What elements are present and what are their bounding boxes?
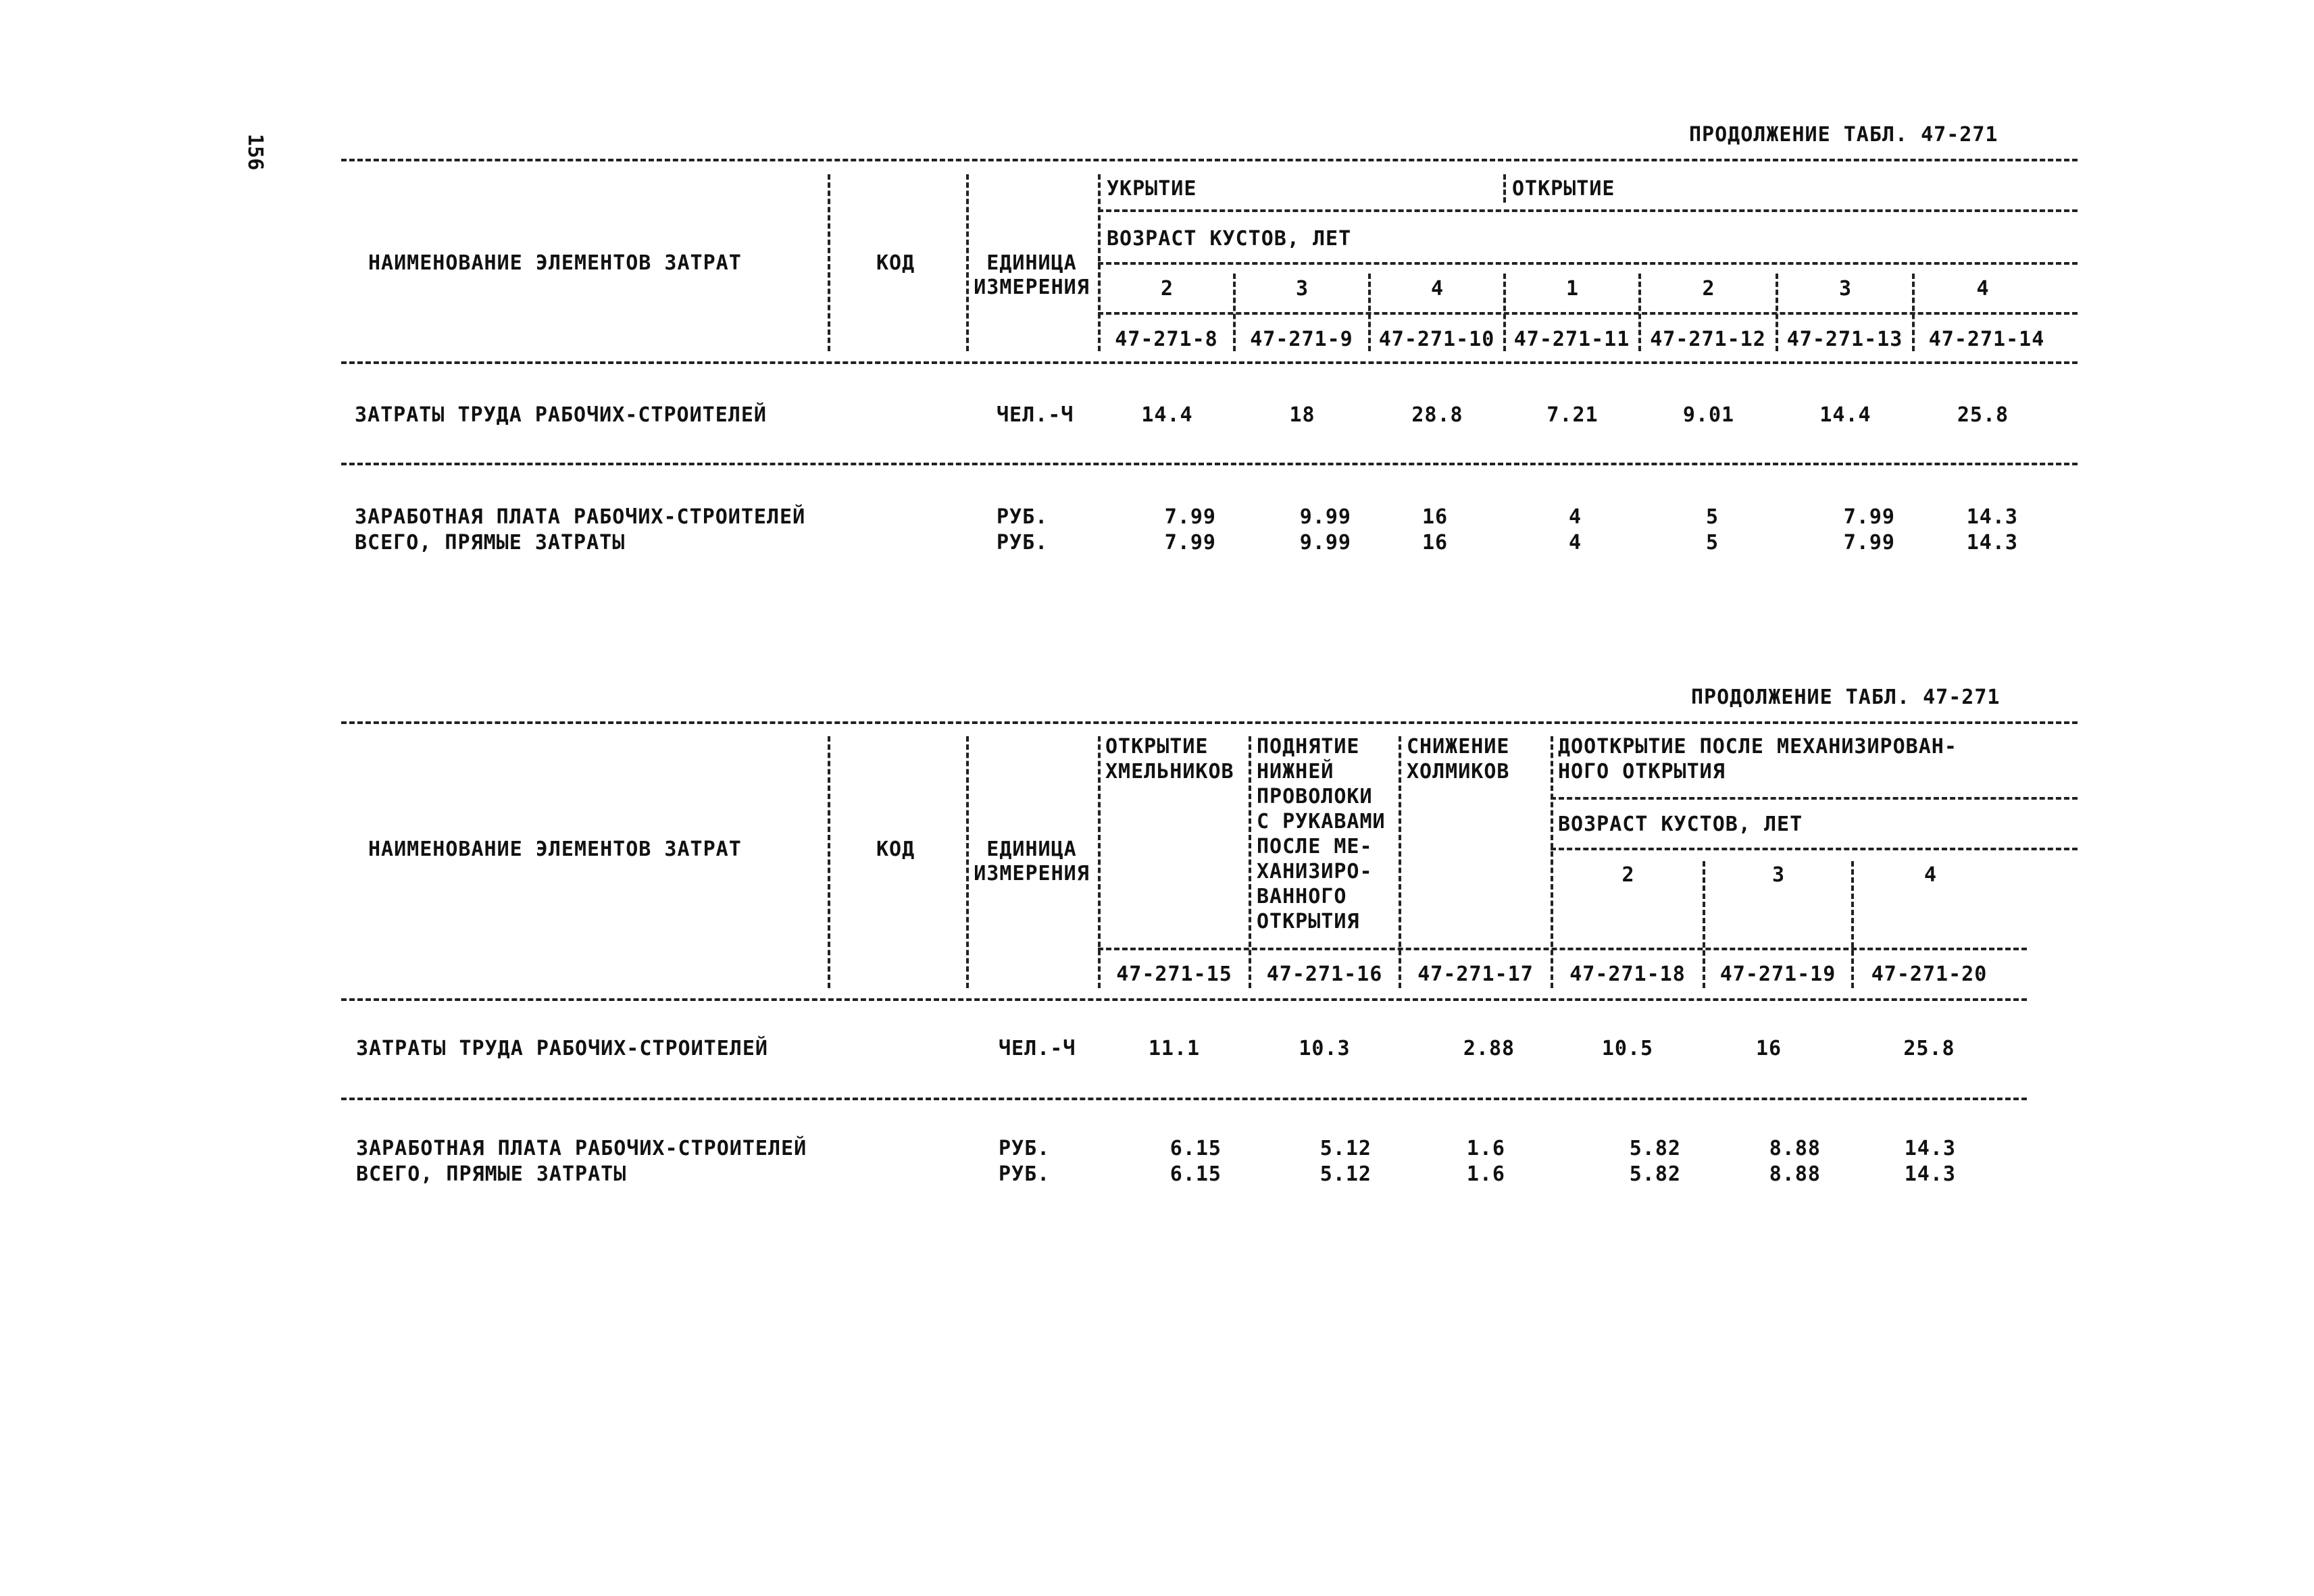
- value-cell: 9.01: [1682, 403, 1735, 427]
- header-subheader: ВОЗРАСТ КУСТОВ, ЛЕТ: [1558, 813, 1803, 836]
- header-name-col: НАИМЕНОВАНИЕ ЭЛЕМЕНТОВ ЗАТРАТ: [368, 838, 742, 861]
- age-cell: 3: [1771, 863, 1786, 887]
- code-cell: 47-271-10: [1378, 328, 1495, 351]
- code-cell: 47-271-18: [1569, 962, 1686, 986]
- row-name: ВСЕГО, ПРЯМЫЕ ЗАТРАТЫ: [355, 531, 626, 555]
- value-cell: 5: [1706, 505, 1719, 529]
- header-col-raise-wire: ОТКРЫТИЯ: [1257, 910, 1360, 933]
- age-cell: 2: [1621, 863, 1635, 887]
- header-col-raise-wire: ПОСЛЕ МЕ-: [1257, 835, 1373, 858]
- rule: [1098, 209, 2078, 212]
- code-cell: 47-271-16: [1266, 962, 1383, 986]
- value-cell: 1.6: [1466, 1162, 1505, 1186]
- rule: [828, 174, 830, 351]
- header-unit-col: ИЗМЕРЕНИЯ: [974, 862, 1090, 885]
- value-cell: 14.3: [1904, 1137, 1956, 1160]
- value-cell: 18: [1289, 403, 1315, 427]
- value-cell: 25.8: [1957, 403, 2009, 427]
- header-code-col: КОД: [876, 838, 915, 861]
- value-cell: 14.3: [1966, 531, 2018, 555]
- value-cell: 1.6: [1466, 1137, 1505, 1160]
- age-cell: 1: [1565, 277, 1580, 301]
- code-cell: 47-271-15: [1116, 962, 1232, 986]
- rule: [1098, 262, 2078, 265]
- header-col-lower-mounds: СНИЖЕНИЕ: [1407, 735, 1510, 758]
- code-cell: 47-271-14: [1928, 328, 2045, 351]
- rule: [1551, 848, 2078, 850]
- header-col-raise-wire: ПОДНЯТИЕ: [1257, 735, 1360, 758]
- header-group-cover: УКРЫТИЕ: [1107, 177, 1197, 201]
- rule: [1098, 948, 2027, 950]
- rule: [1551, 736, 1553, 988]
- header-col-raise-wire: С РУКАВАМИ: [1257, 810, 1386, 833]
- rule: [1399, 736, 1401, 988]
- header-col-open-hop: ХМЕЛЬНИКОВ: [1105, 760, 1234, 783]
- value-cell: 14.3: [1966, 505, 2018, 529]
- value-cell: 5.82: [1629, 1137, 1681, 1160]
- row-name: ЗАТРАТЫ ТРУДА РАБОЧИХ-СТРОИТЕЛЕЙ: [356, 1037, 768, 1060]
- value-cell: 10.5: [1601, 1037, 1654, 1060]
- value-cell: 5.12: [1319, 1162, 1372, 1186]
- rule: [1551, 797, 2078, 800]
- age-cell: 3: [1295, 277, 1309, 301]
- value-cell: 7.99: [1164, 531, 1216, 555]
- header-group-open: ОТКРЫТИЕ: [1512, 177, 1615, 201]
- value-cell: 11.1: [1148, 1037, 1201, 1060]
- rule: [341, 159, 2078, 161]
- value-cell: 5.12: [1319, 1137, 1372, 1160]
- value-cell: 16: [1422, 531, 1449, 555]
- row-unit: ЧЕЛ.-Ч: [999, 1037, 1076, 1060]
- rule: [1503, 174, 1506, 203]
- code-cell: 47-271-19: [1719, 962, 1836, 986]
- value-cell: 7.21: [1546, 403, 1599, 427]
- header-subheader: ВОЗРАСТ КУСТОВ, ЛЕТ: [1107, 227, 1352, 251]
- age-cell: 3: [1838, 277, 1853, 301]
- rule: [341, 1098, 2027, 1100]
- age-cell: 4: [1923, 863, 1938, 887]
- code-cell: 47-271-9: [1250, 328, 1353, 351]
- row-name: ЗАРАБОТНАЯ ПЛАТА РАБОЧИХ-СТРОИТЕЛЕЙ: [356, 1137, 807, 1160]
- value-cell: 9.99: [1299, 505, 1351, 529]
- rule: [341, 998, 2027, 1001]
- header-unit-col: ИЗМЕРЕНИЯ: [974, 276, 1090, 299]
- table-1-caption: ПРОДОЛЖЕНИЕ ТАБЛ. 47-271: [1689, 123, 1998, 147]
- value-cell: 28.8: [1411, 403, 1463, 427]
- rule: [341, 721, 2078, 724]
- row-unit: РУБ.: [997, 531, 1049, 555]
- row-unit: РУБ.: [997, 505, 1049, 529]
- rule: [828, 736, 830, 988]
- value-cell: 9.99: [1299, 531, 1351, 555]
- code-cell: 47-271-13: [1786, 328, 1903, 351]
- code-cell: 47-271-12: [1650, 328, 1766, 351]
- page-number: 156: [243, 134, 267, 171]
- value-cell: 2.88: [1463, 1037, 1515, 1060]
- value-cell: 6.15: [1169, 1137, 1222, 1160]
- code-cell: 47-271-8: [1115, 328, 1218, 351]
- value-cell: 8.88: [1769, 1137, 1821, 1160]
- value-cell: 10.3: [1299, 1037, 1351, 1060]
- age-cell: 4: [1976, 277, 1990, 301]
- value-cell: 6.15: [1169, 1162, 1222, 1186]
- header-unit-col: ЕДИНИЦА: [986, 838, 1077, 861]
- header-group-reopen: ДООТКРЫТИЕ ПОСЛЕ МЕХАНИЗИРОВАН-: [1558, 735, 1957, 758]
- row-unit: ЧЕЛ.-Ч: [997, 403, 1074, 427]
- value-cell: 7.99: [1843, 531, 1895, 555]
- rule: [341, 361, 2078, 364]
- code-cell: 47-271-17: [1417, 962, 1534, 986]
- value-cell: 5: [1706, 531, 1719, 555]
- value-cell: 14.3: [1904, 1162, 1956, 1186]
- header-col-raise-wire: НИЖНЕЙ: [1257, 760, 1334, 783]
- header-col-raise-wire: ПРОВОЛОКИ: [1257, 785, 1373, 808]
- value-cell: 25.8: [1903, 1037, 1955, 1060]
- age-cell: 2: [1702, 277, 1715, 301]
- value-cell: 5.82: [1629, 1162, 1681, 1186]
- header-unit-col: ЕДИНИЦА: [986, 251, 1077, 275]
- value-cell: 7.99: [1164, 505, 1216, 529]
- row-name: ВСЕГО, ПРЯМЫЕ ЗАТРАТЫ: [356, 1162, 627, 1186]
- value-cell: 16: [1422, 505, 1449, 529]
- rule: [341, 463, 2078, 465]
- value-cell: 4: [1569, 531, 1582, 555]
- header-name-col: НАИМЕНОВАНИЕ ЭЛЕМЕНТОВ ЗАТРАТ: [368, 251, 742, 275]
- row-name: ЗАРАБОТНАЯ ПЛАТА РАБОЧИХ-СТРОИТЕЛЕЙ: [355, 505, 806, 529]
- row-unit: РУБ.: [999, 1162, 1051, 1186]
- header-col-raise-wire: ВАННОГО: [1257, 885, 1347, 908]
- value-cell: 8.88: [1769, 1162, 1821, 1186]
- rule: [1098, 736, 1101, 988]
- value-cell: 4: [1569, 505, 1582, 529]
- row-unit: РУБ.: [999, 1137, 1051, 1160]
- value-cell: 7.99: [1843, 505, 1895, 529]
- header-col-lower-mounds: ХОЛМИКОВ: [1407, 760, 1510, 783]
- rule: [1098, 174, 1101, 351]
- rule: [1249, 736, 1251, 988]
- header-col-open-hop: ОТКРЫТИЕ: [1105, 735, 1209, 758]
- code-cell: 47-271-20: [1871, 962, 1988, 986]
- row-name: ЗАТРАТЫ ТРУДА РАБОЧИХ-СТРОИТЕЛЕЙ: [355, 403, 767, 427]
- table-2-caption: ПРОДОЛЖЕНИЕ ТАБЛ. 47-271: [1691, 686, 2001, 709]
- value-cell: 14.4: [1141, 403, 1193, 427]
- header-code-col: КОД: [876, 251, 915, 275]
- code-cell: 47-271-11: [1513, 328, 1630, 351]
- value-cell: 14.4: [1819, 403, 1871, 427]
- value-cell: 16: [1755, 1037, 1782, 1060]
- header-col-raise-wire: ХАНИЗИРО-: [1257, 860, 1373, 883]
- rule: [1098, 312, 2078, 315]
- header-group-reopen: НОГО ОТКРЫТИЯ: [1558, 760, 1726, 783]
- age-cell: 4: [1430, 277, 1444, 301]
- age-cell: 2: [1160, 277, 1174, 301]
